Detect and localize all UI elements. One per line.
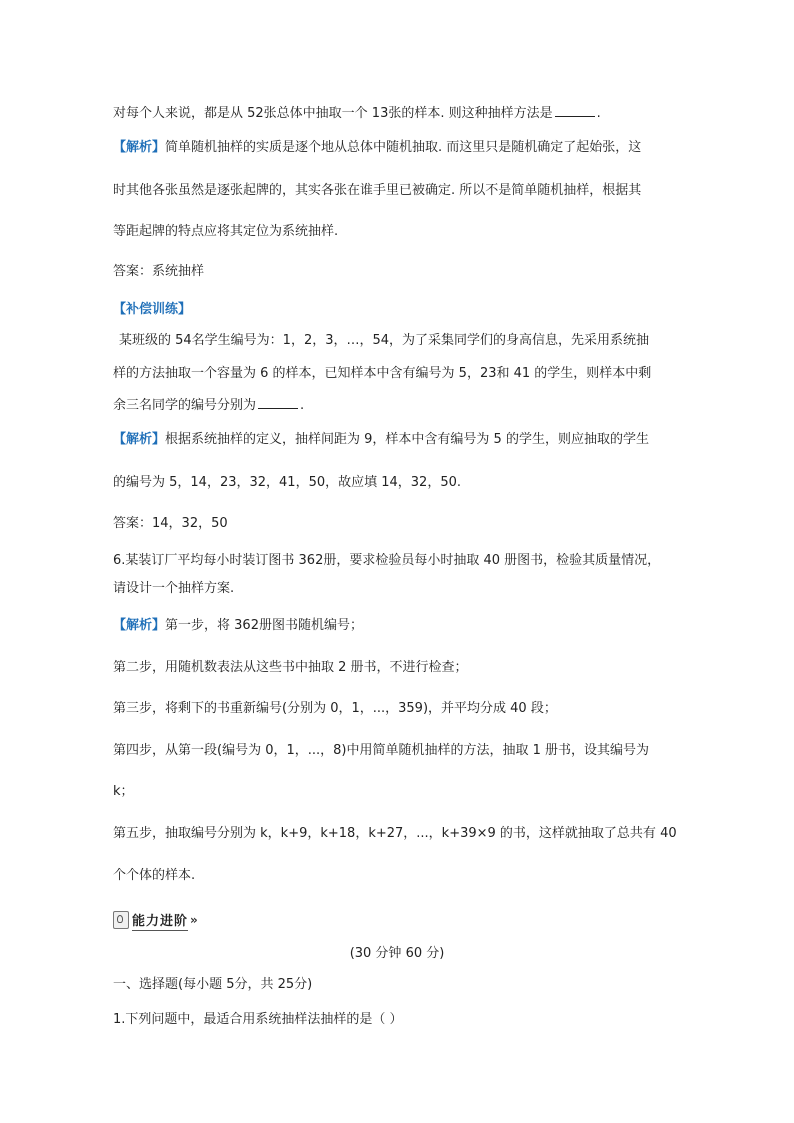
q6-analysis-step-1 xyxy=(113,617,684,635)
lightbulb-icon xyxy=(113,911,129,929)
comp-analysis-line-1 xyxy=(113,431,684,449)
section-banner xyxy=(113,910,198,930)
time-score: (30 分钟 60 分) xyxy=(349,946,445,961)
section-banner-label: 能力进阶 xyxy=(132,910,188,931)
q6-line-2: 请设计一个抽样方案. xyxy=(113,581,235,596)
compensation-heading xyxy=(113,301,684,319)
compensation-line-3 xyxy=(113,396,684,415)
compensation-line-2: 样的方法抽取一个容量为 6 的样本，已知样本中含有编号为 5，23和 41 的学生，则样本中剩 xyxy=(113,366,652,381)
q6-analysis-step-5: 第五步，抽取编号分别为 k，k+9，k+18，k+27，...，k+39×9 的书，这样就抽取了总共有 40 xyxy=(113,826,677,841)
q5-intro-end: . xyxy=(596,106,601,121)
q5-answer: 答案：系统抽样 xyxy=(113,264,205,279)
q5-analysis-line-2: 时其他各张虽然是逐张起牌的，其实各张在谁手里已被确定. 所以不是简单随机抽样，根据其 xyxy=(113,183,642,198)
q6-analysis-step-5-cont: 个个体的样本. xyxy=(113,868,196,883)
q5-intro-text: 对每个人来说，都是从 52张总体中抽取一个 13张的样本. 则这种抽样方法是 xyxy=(113,106,553,121)
q5-analysis-line-1 xyxy=(113,139,684,157)
compensation-tag: 【补偿训练】 xyxy=(113,302,192,317)
q5-analysis-line-3: 等距起牌的特点应将其定位为系统抽样. xyxy=(113,224,339,239)
question-1: 1.下列问题中，最适合用系统抽样法抽样的是（ ） xyxy=(113,1012,403,1027)
q6-line-1: 6.某装订厂平均每小时装订图书 362册，要求检验员每小时抽取 40 册图书，检验其质量情况， xyxy=(113,553,661,568)
q6-analysis-step-4-cont: k； xyxy=(113,784,134,799)
q6-analysis-step-2: 第二步，用随机数表法从这些书中抽取 2 册书，不进行检查； xyxy=(113,660,468,675)
compensation-line-3-text: 余三名同学的编号分别为 xyxy=(113,398,257,413)
q6-analysis-step-3: 第三步，将剩下的书重新编号(分别为 0，1，...，359)，并平均分成 40 段； xyxy=(113,701,557,716)
analysis-text: 第一步，将 362册图书随机编号； xyxy=(165,618,363,633)
compensation-line-3-end: . xyxy=(300,398,305,413)
q5-intro-line xyxy=(113,104,684,123)
double-chevron-icon: » xyxy=(190,913,198,927)
analysis-tag: 【解析】 xyxy=(113,618,166,633)
answer-blank xyxy=(258,396,298,409)
analysis-text: 简单随机抽样的实质是逐个地从总体中随机抽取. 而这里只是随机确定了起始张，这 xyxy=(165,140,642,155)
q6-analysis-step-4: 第四步，从第一段(编号为 0，1，...，8)中用简单随机抽样的方法，抽取 1 册书，设其编号为 xyxy=(113,743,650,758)
analysis-text: 根据系统抽样的定义，抽样间距为 9，样本中含有编号为 5 的学生，则应抽取的学生 xyxy=(165,432,649,447)
comp-analysis-line-2: 的编号为 5，14，23，32，41，50，故应填 14，32，50. xyxy=(113,475,462,490)
analysis-tag: 【解析】 xyxy=(113,432,166,447)
comp-answer: 答案：14，32，50 xyxy=(113,516,228,531)
answer-blank xyxy=(555,104,595,117)
part1-heading: 一、选择题(每小题 5分，共 25分) xyxy=(113,977,313,992)
analysis-tag: 【解析】 xyxy=(113,140,166,155)
compensation-line-1: 某班级的 54名学生编号为：1，2，3，…，54，为了采集同学们的身高信息，先采用系统抽 xyxy=(119,333,650,348)
